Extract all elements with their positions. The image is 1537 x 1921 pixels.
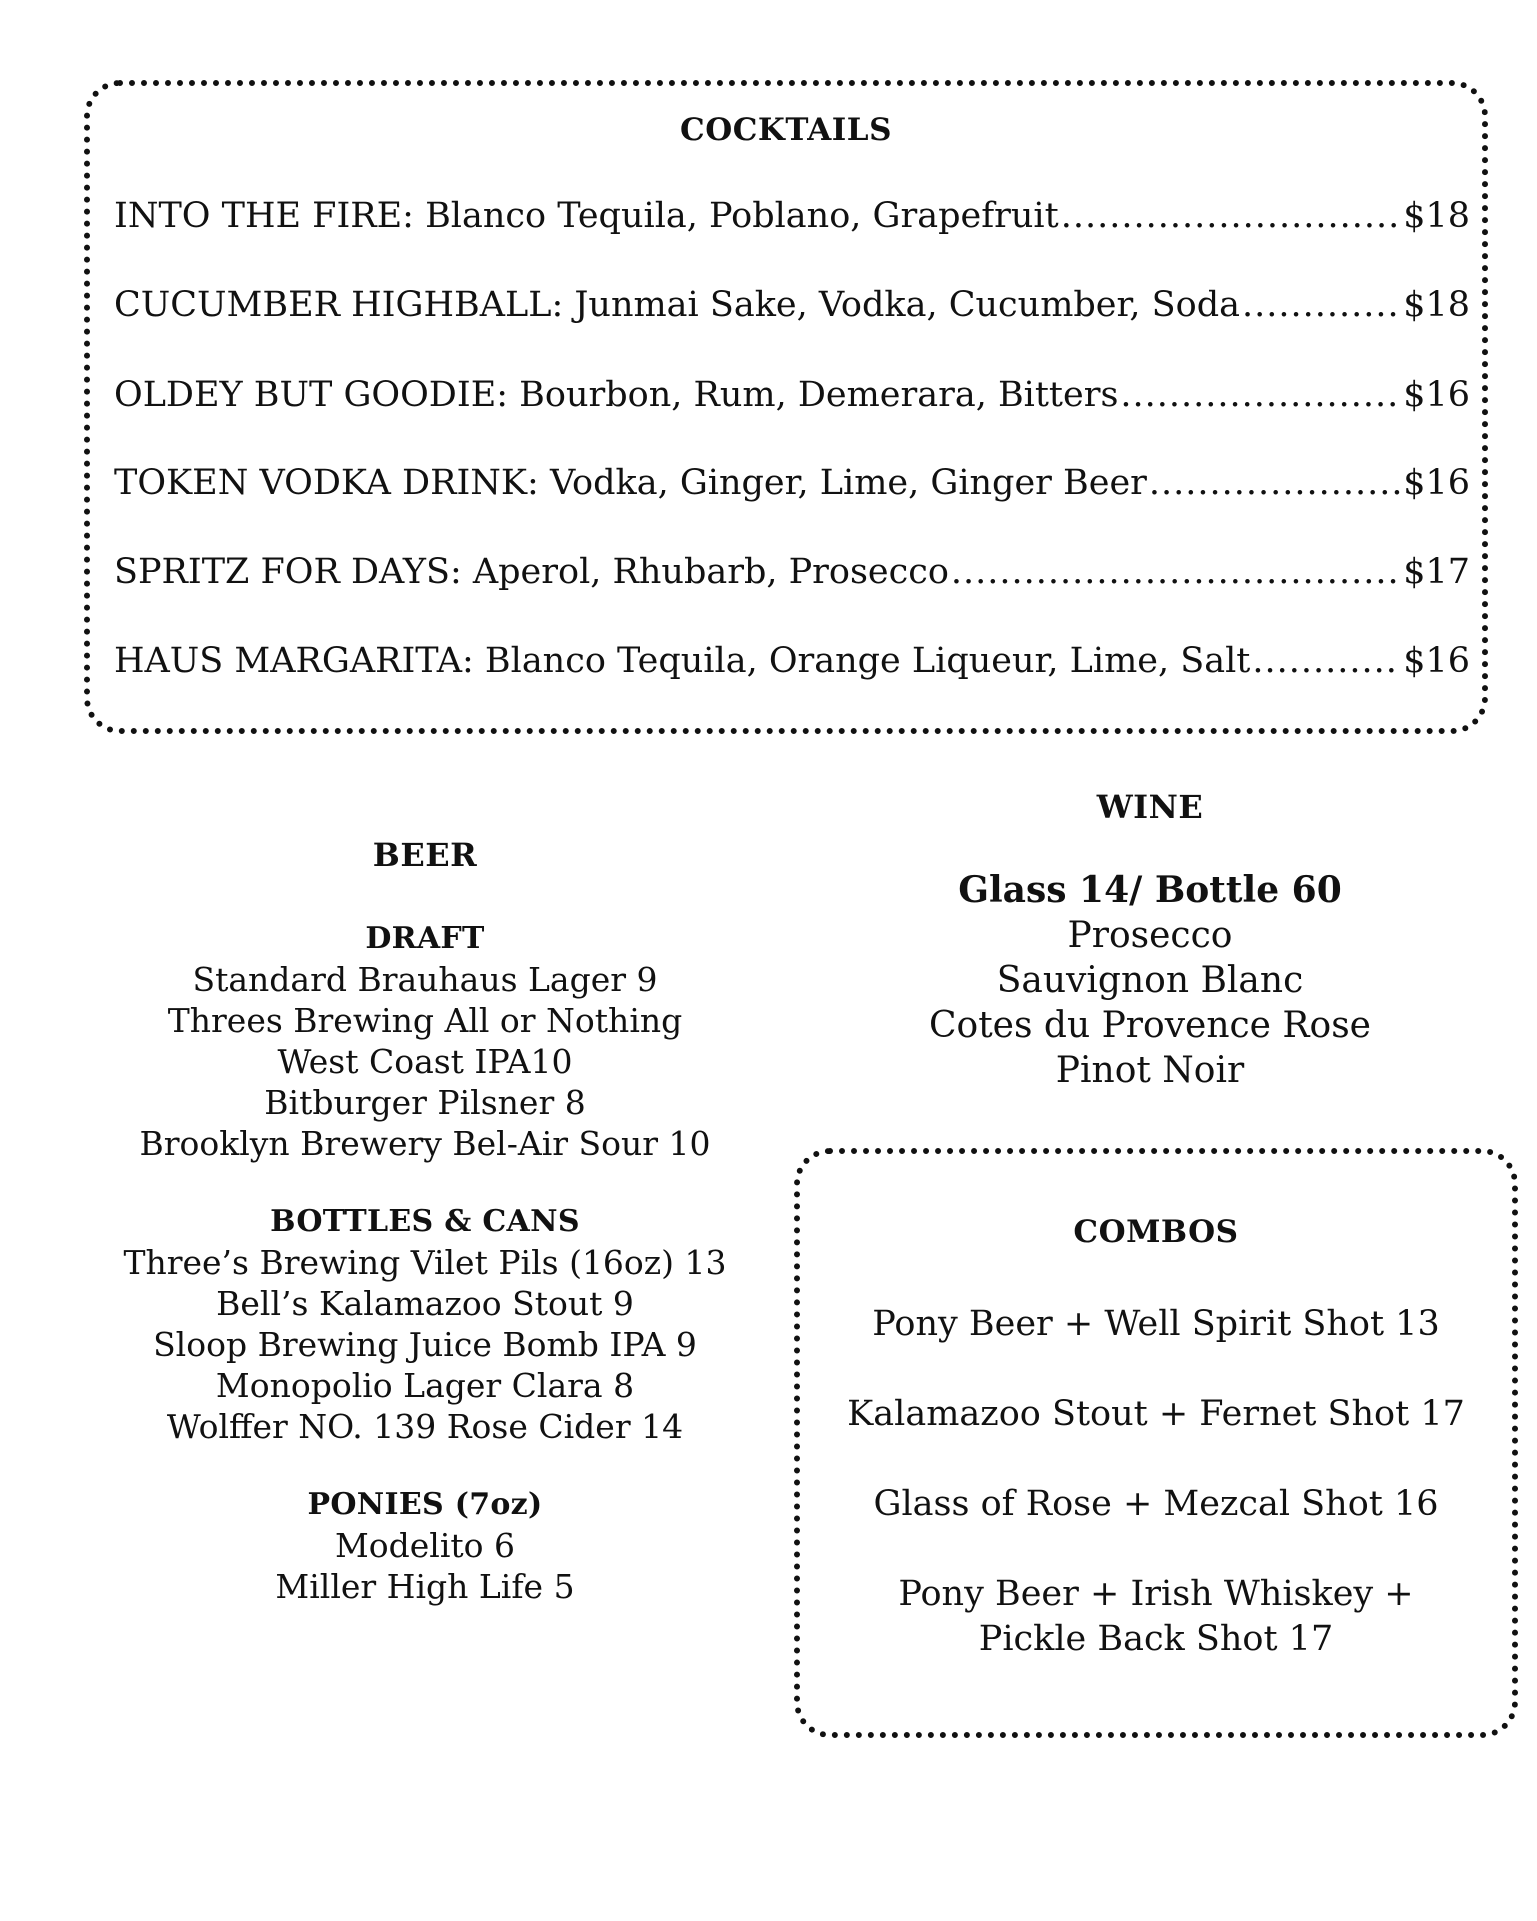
dot-leader [1061, 194, 1401, 238]
pony-item: Miller High Life 5 [275, 1567, 575, 1606]
combo-item: Kalamazoo Stout + Fernet Shot 17 [847, 1394, 1465, 1434]
wine-item: Sauvignon Blanc [996, 960, 1304, 1001]
dot-leader [951, 550, 1401, 594]
wine-price-line: Glass 14/ Bottle 60 [958, 869, 1342, 911]
draft-heading: DRAFT [365, 921, 485, 956]
wine-section [860, 787, 1440, 1093]
ponies-heading: PONIES (7oz) [307, 1487, 543, 1522]
cocktail-price: $17 [1403, 552, 1470, 592]
combos-heading: COMBOS [1073, 1214, 1239, 1250]
cocktails-box [84, 80, 1488, 734]
cocktail-name: HAUS MARGARITA: Blanco Tequila, Orange Liqueur, Lime, Salt [114, 641, 1251, 681]
combo-item-continued: Pickle Back Shot 17 [978, 1619, 1334, 1659]
cocktail-name: CUCUMBER HIGHBALL: Junmai Sake, Vodka, Cucumber, Soda [114, 285, 1240, 325]
cocktail-item [114, 550, 1470, 594]
cocktail-name: SPRITZ FOR DAYS: Aperol, Rhubarb, Prosecco [114, 552, 949, 592]
wine-item: Cotes du Provence Rose [929, 1005, 1371, 1046]
cocktails-heading: COCKTAILS [680, 112, 892, 148]
bottles-cans-heading: BOTTLES & CANS [270, 1204, 580, 1239]
combo-item: Glass of Rose + Mezcal Shot 16 [873, 1484, 1439, 1524]
wine-item: Prosecco [1067, 915, 1233, 956]
bottle-item: Monopolio Lager Clara 8 [215, 1366, 635, 1405]
dot-leader [1120, 373, 1401, 417]
cocktail-name: OLDEY BUT GOODIE: Bourbon, Rum, Demerara, Bitters [114, 375, 1119, 415]
cocktail-item [114, 373, 1470, 417]
wine-item: Pinot Noir [1055, 1050, 1245, 1091]
cocktail-price: $16 [1403, 641, 1470, 681]
cocktail-item [114, 283, 1470, 327]
beer-heading: BEER [372, 836, 478, 874]
cocktail-price: $16 [1403, 375, 1470, 415]
combos-box [794, 1148, 1518, 1738]
dot-leader [1242, 283, 1401, 327]
draft-item: Brooklyn Brewery Bel-Air Sour 10 [139, 1124, 711, 1163]
draft-item: Threes Brewing All or Nothing [167, 1001, 683, 1040]
pony-item: Modelito 6 [334, 1526, 516, 1565]
bottle-item: Wolffer NO. 139 Rose Cider 14 [166, 1407, 684, 1446]
combo-item: Pony Beer + Well Spirit Shot 13 [872, 1304, 1440, 1344]
wine-heading: WINE [1096, 788, 1204, 826]
bottle-item: Three’s Brewing Vilet Pils (16oz) 13 [123, 1243, 727, 1282]
cocktail-item [114, 461, 1470, 505]
beer-section [80, 835, 770, 1607]
cocktail-name: INTO THE FIRE: Blanco Tequila, Poblano, Grapefruit [114, 196, 1059, 236]
cocktail-item [114, 194, 1470, 238]
bottle-item: Bell’s Kalamazoo Stout 9 [216, 1284, 634, 1323]
draft-item: West Coast IPA10 [277, 1042, 573, 1081]
cocktail-price: $18 [1403, 285, 1470, 325]
cocktail-price: $16 [1403, 463, 1470, 503]
cocktail-item [114, 639, 1470, 683]
cocktail-name: TOKEN VODKA DRINK: Vodka, Ginger, Lime, Ginger Beer [114, 463, 1147, 503]
draft-item: Standard Brauhaus Lager 9 [192, 960, 658, 999]
bottle-item: Sloop Brewing Juice Bomb IPA 9 [153, 1325, 697, 1364]
draft-item: Bitburger Pilsner 8 [264, 1083, 586, 1122]
dot-leader [1252, 639, 1401, 683]
cocktail-price: $18 [1403, 196, 1470, 236]
combo-item: Pony Beer + Irish Whiskey + [898, 1574, 1414, 1614]
dot-leader [1149, 461, 1401, 505]
